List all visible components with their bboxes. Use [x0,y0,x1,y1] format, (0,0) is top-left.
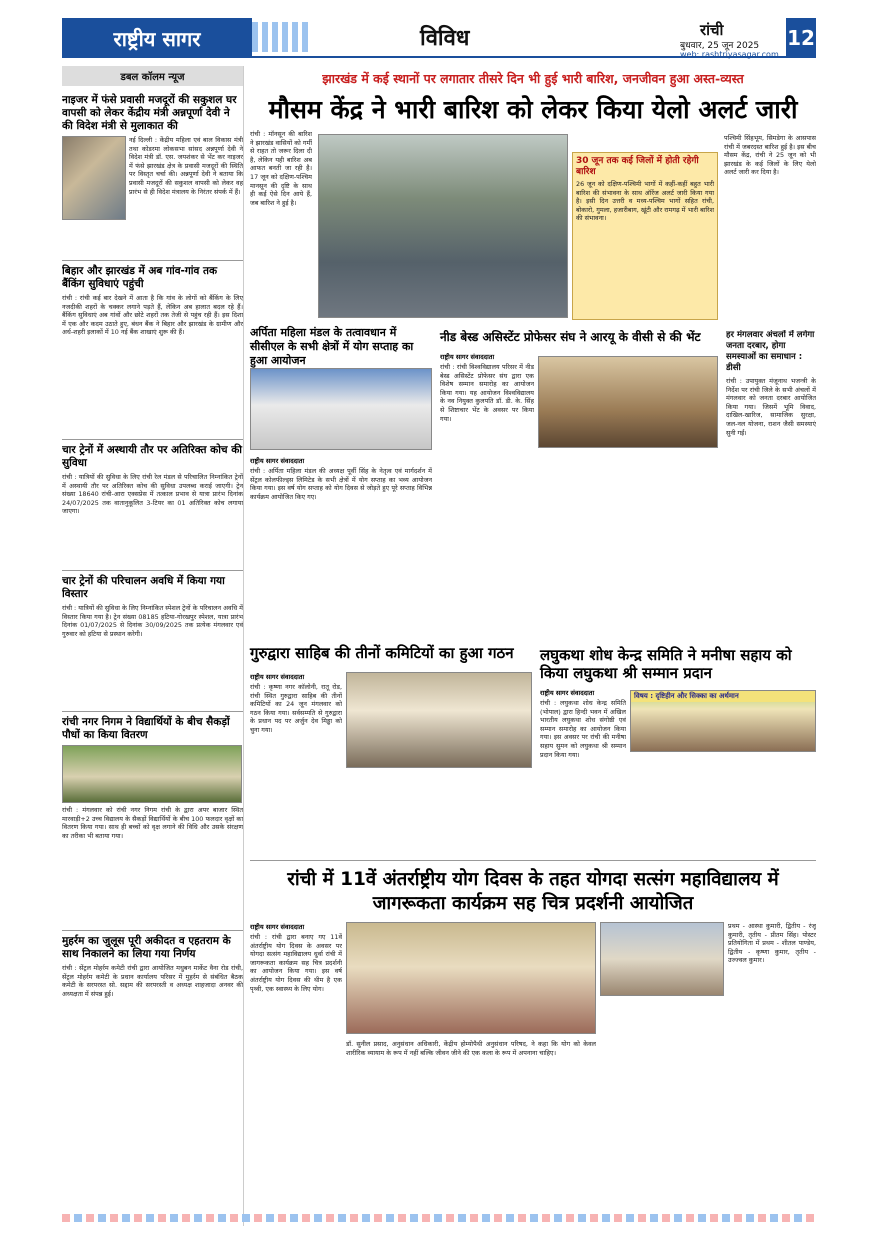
story-byline: राष्ट्रीय सागर संवाददाता [250,923,305,931]
story-body: रांची : लघुकथा शोध केन्द्र समिति (भोपाल) द्वारा हिन्दी भवन में अखिल भारतीय लघुकथा शोध संगोष्ठी एवं सम्मान समारोह का आयोजन किया गया। इस अवसर पर रांची की मनीषा सहाय सुमन को लघुकथा श्री सम्मान प्रदान किया गया। [540,699,626,759]
story-train-extension [62,571,243,711]
story-body: रांची : रांची विश्वविद्यालय परिसर में नीड बेस्ड असिस्टेंट प्रोफेसर संघ द्वारा एक विशेष सम्मान समारोह का आयोजन किया गया। यह आयोजन विश्वविद्यालय के नव नियुक्त कुलपति डॉ. डी. के. सिंह से शिष्टाचार भेंट के अवसर पर किया गया। [440,363,534,423]
story-annapurna [62,90,243,260]
story-body: रांची : यात्रियों की सुविधा के लिए रांची रेल मंडल से परिचालित निम्नांकित ट्रेनों में अस्थायी तौर पर अतिरिक्त कोच की सुविधा उपलब्ध कराई जाएगी। ट्रेन संख्या 18640 रांची-आरा एक्सप्रेस में तत्काल प्रभाव से यात्रा प्रारंभ दिनांक 24/07/2025 तक वातानुकूलित 3-टियर का 01 अतिरिक्त कोच लगाया जाएगा। [62,473,243,516]
story-gurudwara-headline: गुरुद्वारा साहिब की तीनों कमिटियों का हुआ गठन [250,644,514,662]
bottom-story-headline: रांची में 11वें अंतर्राष्ट्रीय योग दिवस के तहत योगदा सत्संग महाविद्यालय में जागरूकता कार्यक्रम सह चित्र प्रदर्शनी आयोजित [287,869,779,914]
story-plant-distribution [62,712,243,930]
forecast-box [572,152,718,320]
vc-meeting-photo [538,356,718,448]
laghukatha-photo [630,690,816,752]
story-headline: हर मंगलवार अंचलों में लगेगा जनता दरबार, होगा समस्याओं का समाधान : डीसी [726,330,815,373]
story-headline: नाइजर में फंसे प्रवासी मजदूरों की सकुशल घर वापसी को लेकर केंद्रीय मंत्री अन्नपूर्णा देवी ने की विदेश मंत्री से मुलाकात की [62,94,237,132]
rain-photo [318,134,568,318]
top-story-headline: मौसम केंद्र ने भारी बारिश को लेकर किया येलो अलर्ट जारी [268,95,798,124]
left-column [62,66,244,1226]
story-headline: रांची नगर निगम ने विद्यार्थियों के बीच सैकड़ों पौधों का किया वितरण [62,716,230,741]
story-body: रांची : यात्रियों की सुविधा के लिए निम्नांकित स्पेशल ट्रेनों के परिचालन अवधि में विस्तार किया गया है। ट्रेन संख्या 08185 हटिया-गोरखपुर स्पेशल, यात्रा प्रारंभ दिनांक 01/07/2025 से दिनांक 30/09/2025 तक प्रत्येक मंगलवार एवं गुरुवार को हटिया से प्रस्थान करेगी। [62,604,243,638]
side-story [726,330,816,634]
story-laghukatha-headline: लघुकथा शोध केन्द्र समिति ने मनीषा सहाय को किया लघुकथा श्री सम्मान प्रदान [540,646,792,682]
website-link[interactable]: web: rashtriyasagar.com [680,50,779,59]
section-title: विविध [420,26,470,51]
story-need [440,352,534,634]
yoga-week-photo [250,368,432,450]
divider [250,860,816,861]
story-body: रांची : उपायुक्त मंजूनाथ भजन्त्री के निर्देश पर रांची जिले के सभी अंचलों में मंगलवार को जनता दरबार आयोजित किया गया। जिसमें भूमि विवाद, दाखिल-खारिज, सामाजिक सुरक्षा, जल-नल योजना, राशन जैसी समस्याएं सुनी गईं। [726,377,816,437]
story-headline: चार ट्रेनों में अस्थायी तौर पर अतिरिक्त कोच की सुविधा [62,444,243,469]
story-laghukatha [540,688,626,854]
forecast-box-body: 26 जून को दक्षिण-पश्चिमी भागों में कहीं-कहीं बहुत भारी बारिश की संभावना के साथ ऑरेंज अलर्ट जारी किया गया है। इसी दिन उत्तरी व मध्य-पश्चिम भागों सहित रांची, बोकारो, गुमला, हजारीबाग, खूंटी और रामगढ़ में भारी बारिश की संभावना। [576,180,714,223]
story-body: रांची : अर्पिता महिला मंडल की अध्यक्ष पूर्वी सिंह के नेतृत्व एवं मार्गदर्शन में सेंट्रल कोलफील्ड्स लिमिटेड के सभी क्षेत्रों में योग सप्ताह का भव्य आयोजन किया गया। इस वर्ष योग सप्ताह को योग दिवस से जोड़ते हुए पूरे सप्ताह विभिन्न कार्यक्रम आयोजित किए गए। [250,467,432,501]
top-story-body: रांची : मॉनसून की बारिश ने झारखंड वासियों को गर्मी से राहत तो जरूर दिला दी है, लेकिन यही बारिश अब आफत बनती जा रही है। 17 जून को दक्षिण-पश्चिम मानसून की दृष्टि के साथ ही कई ऐसे दिन आये हैं, जब बारिश ने हुई है। [250,130,312,207]
decorative-pattern [252,22,312,52]
story-body: रांची : सेंट्रल मोहर्रम कमेटी रांची द्वारा आयोजित मधुबन मार्केट वैना रोड रांची, सेंट्रल मोहर्रम कमेटी के प्रधान कार्यालय परिसर में मुहर्रम से संबंधित बैठक कमेटी के सरपरस्त सो. सद्दाम की सरपरस्ती व अध्यक्ष शाहजादा अनवर की अध्यक्षता में संपन्न हुई। [62,964,243,998]
story-headline: मुहर्रम का जुलूस पूरी अकीदत व एहतराम के साथ निकालने का लिया गया निर्णय [62,935,231,960]
story-body: नई दिल्ली : केंद्रीय महिला एवं बाल विकास मंत्री तथा कोडरमा लोकसभा सांसद अन्नपूर्णा देवी ने विदेश मंत्री डॉ. एस. जयशंकर से भेंट कर नाइजर में फंसे झारखंड क्षेत्र के प्रवासी मजदूरों की स्थिति पर विस्तृत चर्चा की। अन्नपूर्णा देवी ने बताया कि प्रवासी मजदूरों की सकुशल वापसी को लेकर वह प्रारंभ से ही विदेश मंत्रालय के निरंतर संपर्क में हैं। [129,136,243,196]
top-story-kicker: झारखंड में कई स्थानों पर लगातार तीसरे दिन भी हुई भारी बारिश, जनजीवन हुआ अस्त-व्यस्त [322,71,744,86]
story-photo [62,136,126,220]
story-need-headline: नीड बेस्ड असिस्टेंट प्रोफेसर संघ ने आरयू के वीसी से की भेंट [440,330,701,344]
story-byline: राष्ट्रीय सागर संवाददाता [250,673,305,681]
winners-list: प्रथम - आस्था कुमारी, द्वितीय - रंजू कुमारी, तृतीय - प्रीतम सिंह। पोस्टर प्रतियोगिता में प्रथम - शीतल पाण्डेय, द्वितीय - कृष्णा कुमार, तृतीय - उज्ज्वल कुमार। [728,922,816,965]
top-story-continued: पश्चिमी सिंहभूम, सिमडेगा के आसपास रांची में जबरदस्त बारिश हुई है। इस बीच मौसम केंद्र, रांची ने 25 जून को भी झारखंड के कई जिलों के लिए येलो अलर्ट जारी कर दिया है। [724,134,816,177]
footer-pattern [62,1214,816,1222]
story-photo [62,745,242,803]
story-gurudwara [250,672,342,854]
story-extra-coach [62,440,243,570]
story-byline: राष्ट्रीय सागर संवाददाता [440,353,495,361]
photo-banner: विषय : दृष्टिहीन और सिक्का का अर्थमान [631,691,815,702]
edition-date: बुधवार, 25 जून 2025 [680,41,760,51]
story-muharram [62,931,243,1081]
story-body: रांची : कृष्णा नगर कॉलोनी, रातू रोड, रांची स्थित गुरुद्वारा साहिब की तीनों कमिटियों का 24 जून मंगलवार को गठन किया गया। सर्वसम्मति से गुरुद्वारा के प्रधान पद पर अर्जुन देव मिड्ढा को चुना गया। [250,683,342,734]
column-label: डबल कॉलम न्यूज [62,66,243,86]
yoga-exhibition-photo-2 [600,922,724,996]
edition-city: रांची [700,21,724,39]
yoga-exhibition-photo [346,922,596,1034]
page-number: 12 [786,18,816,58]
story-body: रांची : रांची कई बार देखने में आता है कि गांव के लोगों को बैंकिंग के लिए नजदीकी शहरों के चक्कर लगाने पड़ते हैं, लेकिन अब हालात बदल रहे हैं। बैंकिंग सुविधाएं अब गांवों और छोटे शहरों तक तेजी से पहुंच रही हैं। इस दिशा में एक और कदम उठाते हुए, बंधन बैंक ने बिहार और झारखंड के ग्रामीण और अर्ध-शहरी इलाकों में 10 नई बैंक शाखाएं शुरू की हैं। [62,294,243,337]
gurudwara-photo [346,672,532,768]
forecast-box-title: 30 जून तक कई जिलों में होती रहेगी बारिश [576,156,699,177]
newspaper-logo: राष्ट्रीय सागर [62,18,252,58]
story-byline: राष्ट्रीय सागर संवाददाता [250,457,305,465]
story-body: रांची : रांची द्वारा बनाए गए 11वें अंतर्राष्ट्रीय योग दिवस के अवसर पर योगदा सत्संग महाविद्यालय धुर्वा रांची में जागरूकता कार्यक्रम सह चित्र प्रदर्शनी का आयोजन किया गया। इस वर्ष अंतर्राष्ट्रीय योग दिवस की थीम है एक पृथ्वी, एक स्वास्थ्य के लिए योग। [250,933,342,993]
story-body: रांची : मंगलवार को रांची नगर निगम रांची के द्वारा अपर बाजार स्थित मारवाड़ी+2 उच्च विद्यालय के सैकड़ों विद्यार्थियों के बीच 100 फलदार वृक्षों का वितरण किया गया। साथ ही बच्चों को वृक्ष लगाने की विधि और उसके संरक्षण का तरीका भी बताया गया। [62,806,243,840]
story-banking [62,261,243,439]
bottom-story [250,922,342,1212]
story-byline: राष्ट्रीय सागर संवाददाता [540,689,595,697]
story-arpita [250,456,432,634]
story-headline: चार ट्रेनों की परिचालन अवधि में किया गया विस्तार [62,575,225,600]
story-headline: बिहार और झारखंड में अब गांव-गांव तक बैंकिंग सुविधाएं पहुंची [62,265,218,290]
bottom-story-continued: डॉ. सुनील प्रसाद, अनुसंधान अधिकारी, केंद्रीय होम्योपैथी अनुसंधान परिषद, ने कहा कि योग को केवल शारीरिक व्यायाम के रूप में नहीं बल्कि जीवन जीने की एक कला के रूप में अपनाना चाहिए। [346,1040,596,1057]
story-arpita-headline: अर्पिता महिला मंडल के तत्वावधान में सीसीएल के सभी क्षेत्रों में योग सप्ताह का हुआ आयोजन [250,326,414,367]
